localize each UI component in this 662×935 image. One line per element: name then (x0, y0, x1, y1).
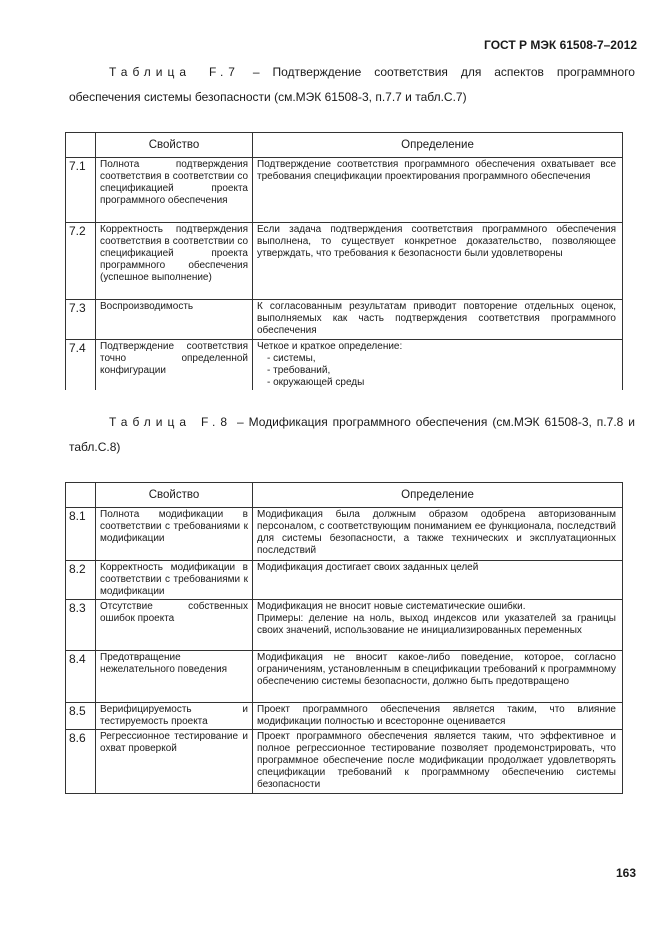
header-num-cell (66, 483, 96, 508)
header-definition: Определение (253, 133, 623, 158)
table-header-row (66, 133, 623, 158)
row-number: 7.2 (66, 223, 96, 300)
table-row (66, 561, 623, 600)
row-definition (253, 600, 623, 651)
table-header-row (66, 483, 623, 508)
row-definition: Если задача подтверждения соответствия программного обеспечения выполнена, то существует конкретное доказательство, позволяющее утверждать, что требования к безопасности были удовлетворены (253, 223, 623, 300)
row-property: Полнота модификации в соответствии с требованиями к модификации (96, 508, 253, 561)
row-number: 8.3 (66, 600, 96, 651)
row-definition: Модификация была должным образом одобрена авторизованным персоналом, с соответствующим пониманием ее функционала, последствий для системы безопасности, а также технических и эксплуатационных последствий (253, 508, 623, 561)
row-property: Полнота подтверждения соответствия в соответствии со спецификацией проекта программного обеспечения (96, 158, 253, 223)
row-property: Корректность модификации в соответствии с требованиями к модификации (96, 561, 253, 600)
row-number: 8.2 (66, 561, 96, 600)
row-property: Регрессионное тестирование и охват проверкой (96, 730, 253, 794)
table-row (66, 651, 623, 703)
header-property: Свойство (96, 133, 253, 158)
row-definition: К согласованным результатам приводит повторение отдельных оценок, выполняемых как часть подтверждения соответствия программного обеспечения (253, 300, 623, 340)
table-f7-caption (69, 60, 635, 110)
definition-list-item: - окружающей среды (267, 377, 365, 388)
definition-list-item: - системы, (267, 353, 316, 364)
header-property: Свойство (96, 483, 253, 508)
row-number: 8.6 (66, 730, 96, 794)
row-definition: Проект программного обеспечения является таким, что влияние модификации полностью и всесторонне оценивается (253, 703, 623, 730)
definition-examples: Примеры: деление на ноль, выход индексов или указателей за границы своих значений, использование не инициализированных переменных (257, 613, 616, 636)
table-row (66, 508, 623, 561)
row-property: Воспроизводимость (96, 300, 253, 340)
row-definition: Подтверждение соответствия программного обеспечения охватывает все требования спецификации проектирования программного обеспечения (253, 158, 623, 223)
row-number: 7.1 (66, 158, 96, 223)
definition-list-item: - требований, (267, 365, 331, 376)
header-num-cell (66, 133, 96, 158)
row-definition (253, 340, 623, 391)
row-number: 7.3 (66, 300, 96, 340)
table-f7-label: Таблица F.7 (109, 65, 240, 79)
row-property: Отсутствие собственных ошибок проекта (96, 600, 253, 651)
table-f8-label: Таблица F.8 (109, 415, 233, 429)
row-property: Корректность подтверждения соответствия в соответствии со спецификацией проекта программного обеспечения (успешное выполнение) (96, 223, 253, 300)
table-row (66, 600, 623, 651)
row-definition: Проект программного обеспечения является таким, что эффективное и полное регрессионное тестирование позволяет продемонстрировать, что программное обеспечение после модификации продолжает удовлетворять спецификации требований к программному обеспечению системы безопасности (253, 730, 623, 794)
table-f7-title: – Подтверждение соответствия для аспектов программного обеспечения системы безопасности (см.МЭК 61508-3, п.7.7 и табл.С.7) (69, 65, 635, 104)
table-f8-title: – Модификация программного обеспечения (см.МЭК 61508-3, п.7.8 и табл.С.8) (69, 415, 635, 454)
table-row (66, 730, 623, 794)
table-f7 (65, 132, 623, 390)
header-definition: Определение (253, 483, 623, 508)
row-property: Подтверждение соответствия точно определенной конфигурации (96, 340, 253, 391)
table-row (66, 158, 623, 223)
row-property: Предотвращение нежелательного поведения (96, 651, 253, 703)
row-definition: Модификация не вносит какое-либо поведение, которое, согласно ограничениям, установленным в спецификации требований к программному обеспечению системы безопасности, должно быть предотвращено (253, 651, 623, 703)
row-number: 8.4 (66, 651, 96, 703)
table-f8-caption (69, 410, 635, 460)
row-definition: Модификация достигает своих заданных целей (253, 561, 623, 600)
row-number: 7.4 (66, 340, 96, 391)
page-number: 163 (615, 866, 636, 880)
table-f8 (65, 482, 623, 794)
row-number: 8.5 (66, 703, 96, 730)
table-row (66, 300, 623, 340)
table-row (66, 223, 623, 300)
row-number: 8.1 (66, 508, 96, 561)
definition-text: Модификация не вносит новые систематические ошибки. (257, 601, 526, 612)
row-property: Верифицируемость и тестируемость проекта (96, 703, 253, 730)
definition-intro: Четкое и краткое определение: (257, 341, 403, 352)
standard-header: ГОСТ Р МЭК 61508-7–2012 (484, 38, 637, 52)
table-row (66, 340, 623, 391)
table-row (66, 703, 623, 730)
